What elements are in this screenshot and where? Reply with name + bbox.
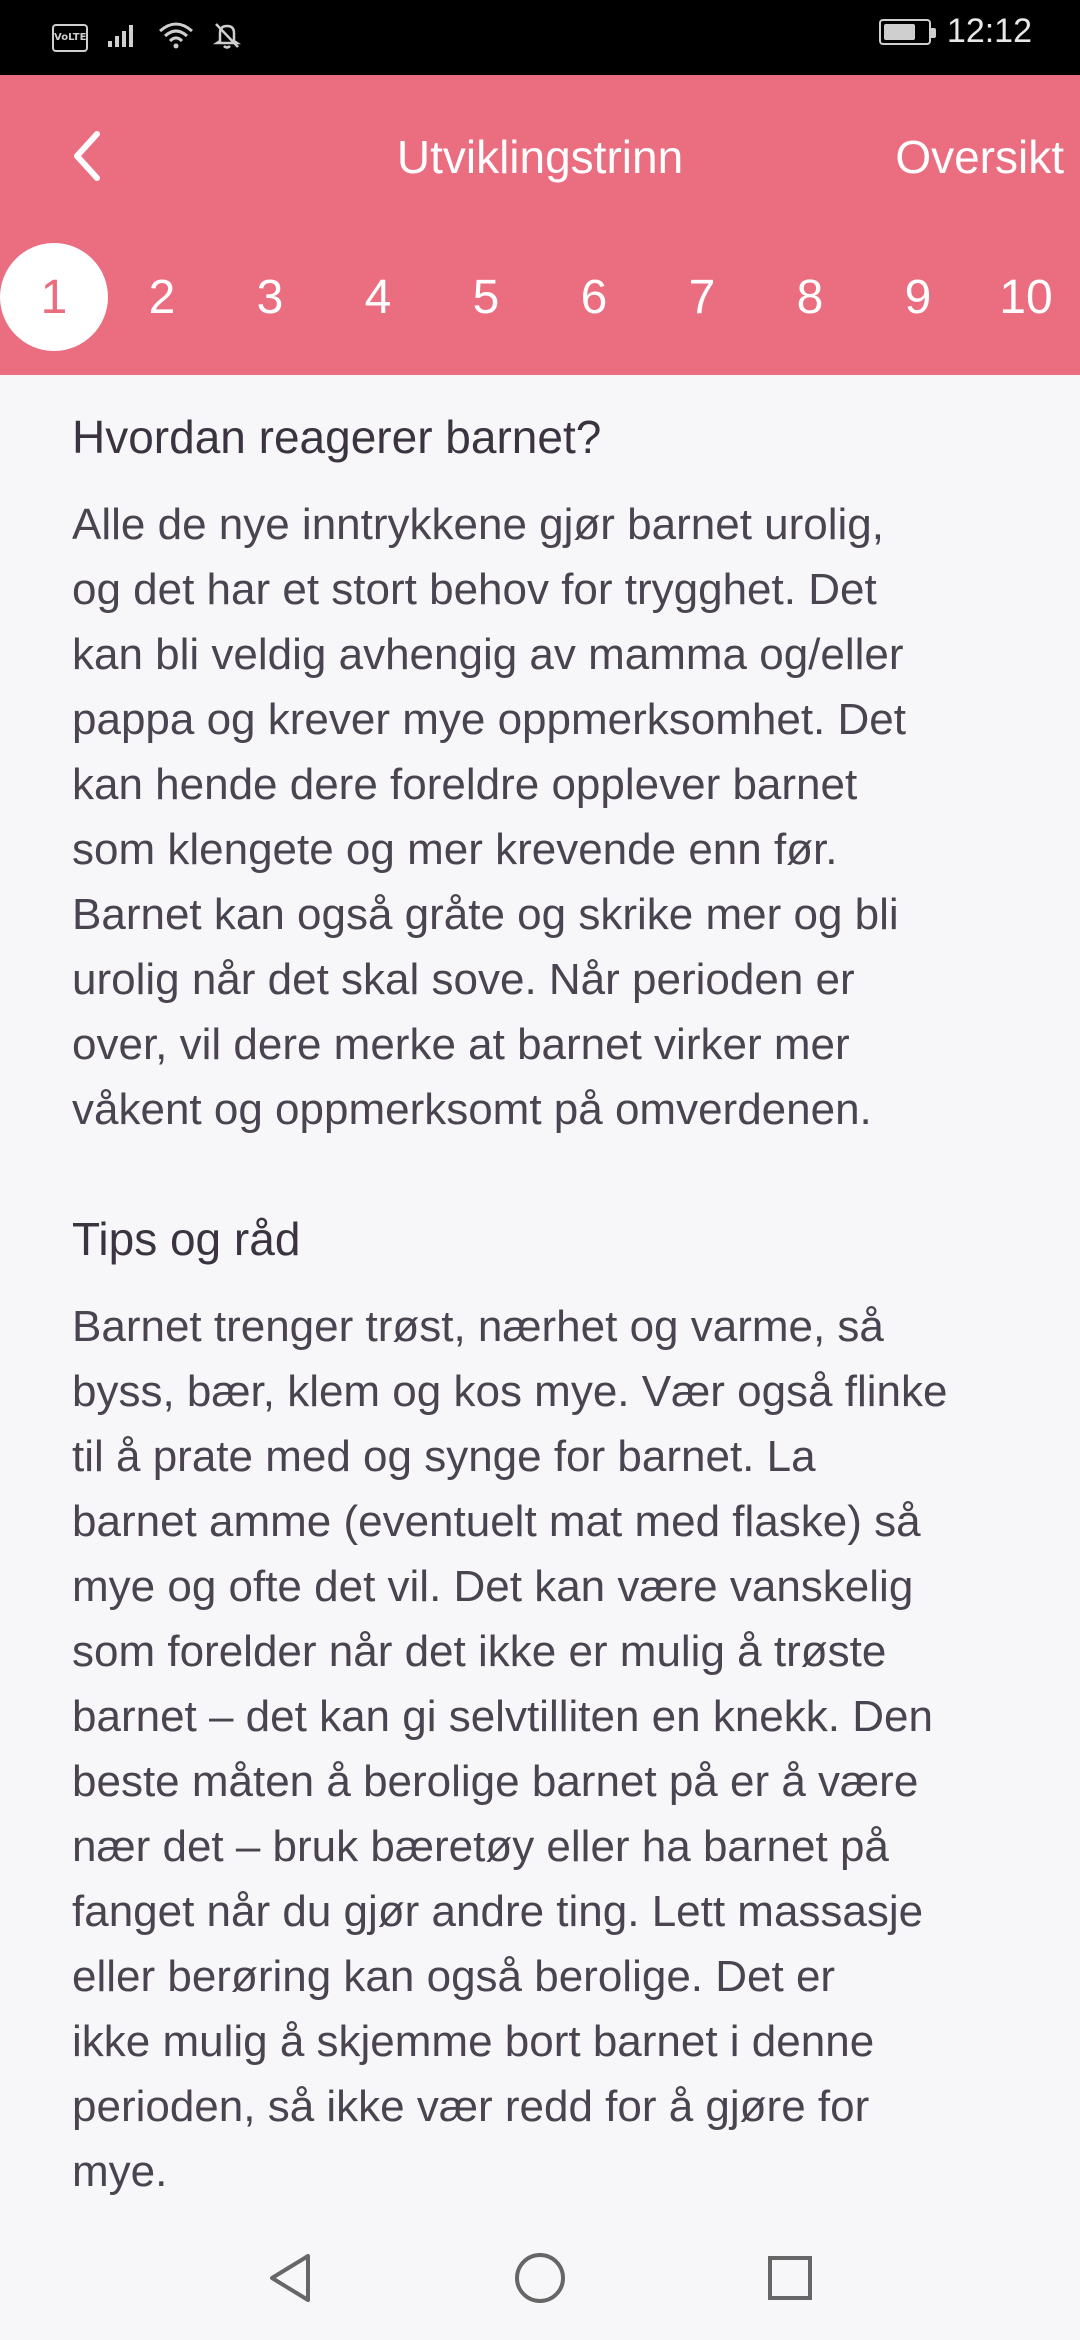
text-line: Alle de nye inntrykkene gjør barnet urolig, bbox=[72, 500, 884, 549]
text-line: fanget når du gjør andre ting. Lett massasje bbox=[72, 1887, 924, 1936]
nav-recents-button[interactable] bbox=[760, 2250, 820, 2310]
step-tab-10[interactable]: 10 bbox=[999, 270, 1053, 324]
text-line: Barnet kan også gråte og skrike mer og bli bbox=[72, 890, 899, 939]
text-line: kan hende dere foreldre opplever barnet bbox=[72, 760, 858, 809]
text-line: og det har et stort behov for trygghet. Det bbox=[72, 565, 877, 614]
nav-recents-icon bbox=[766, 2254, 814, 2307]
section-reaction bbox=[72, 410, 1022, 1142]
battery-icon bbox=[879, 19, 931, 45]
text-line: barnet – det kan gi selvtilliten en knekk. Den bbox=[72, 1692, 933, 1741]
system-nav-bar bbox=[0, 2220, 1080, 2340]
step-tabs bbox=[0, 243, 1080, 353]
bell-off-icon bbox=[212, 20, 242, 55]
text-line: Barnet trenger trøst, nærhet og varme, så bbox=[72, 1302, 884, 1351]
text-line: våkent og oppmerksomt på omverdenen. bbox=[72, 1085, 872, 1134]
status-right bbox=[879, 12, 1032, 51]
step-tab-3[interactable]: 3 bbox=[256, 270, 284, 324]
text-line: nær det – bruk bæretøy eller ha barnet på bbox=[72, 1822, 889, 1871]
text-line: urolig når det skal sove. Når perioden er bbox=[72, 955, 855, 1004]
text-line: barnet amme (eventuelt mat med flaske) så bbox=[72, 1497, 921, 1546]
status-time: 12:12 bbox=[946, 12, 1032, 50]
text-line: eller berøring kan også berolige. Det er bbox=[72, 1952, 836, 2001]
text-line: perioden, så ikke vær redd for å gjøre for bbox=[72, 2082, 870, 2131]
section-heading: Hvordan reagerer barnet? bbox=[72, 411, 602, 463]
step-tab-4[interactable]: 4 bbox=[364, 270, 392, 324]
signal-icon bbox=[106, 21, 140, 54]
step-tab-9[interactable]: 9 bbox=[904, 270, 932, 324]
nav-back-icon bbox=[266, 2252, 314, 2309]
page-title: Utviklingstrinn bbox=[396, 131, 684, 183]
text-line: kan bli veldig avhengig av mamma og/eller bbox=[72, 630, 904, 679]
text-line: som klengete og mer krevende enn før. bbox=[72, 825, 838, 874]
text-line: mye og ofte det vil. Det kan være vanskelig bbox=[72, 1562, 914, 1611]
step-tab-7[interactable]: 7 bbox=[688, 270, 716, 324]
step-tab-2[interactable]: 2 bbox=[148, 270, 176, 324]
text-line: byss, bær, klem og kos mye. Vær også flinke bbox=[72, 1367, 948, 1416]
text-line: mye. bbox=[72, 2147, 168, 2196]
section-body bbox=[72, 492, 1022, 1142]
nav-back-button[interactable] bbox=[260, 2250, 320, 2310]
step-tab-1[interactable]: 1 bbox=[0, 243, 108, 351]
text-line: pappa og krever mye oppmerksomhet. Det bbox=[72, 695, 906, 744]
step-tab-8[interactable]: 8 bbox=[796, 270, 824, 324]
nav-home-icon bbox=[513, 2251, 567, 2310]
content-area bbox=[72, 410, 1022, 2204]
text-line: som forelder når det ikke er mulig å trøste bbox=[72, 1627, 887, 1676]
header bbox=[0, 75, 1080, 375]
text-line: ikke mulig å skjemme bort barnet i denne bbox=[72, 2017, 875, 2066]
wifi-icon bbox=[158, 21, 194, 54]
text-line: over, vil dere merke at barnet virker mer bbox=[72, 1020, 850, 1069]
volte-badge: VoLTE bbox=[52, 24, 88, 52]
step-tab-6[interactable]: 6 bbox=[580, 270, 608, 324]
section-tips bbox=[72, 1212, 1022, 2204]
status-left bbox=[52, 20, 242, 55]
section-body bbox=[72, 1294, 1022, 2204]
overview-button[interactable]: Oversikt bbox=[895, 131, 1064, 183]
section-heading: Tips og råd bbox=[72, 1213, 301, 1265]
step-tab-5[interactable]: 5 bbox=[472, 270, 500, 324]
nav-home-button[interactable] bbox=[510, 2250, 570, 2310]
text-line: til å prate med og synge for barnet. La bbox=[72, 1432, 816, 1481]
text-line: beste måten å berolige barnet på er å være bbox=[72, 1757, 919, 1806]
status-bar bbox=[0, 0, 1080, 75]
